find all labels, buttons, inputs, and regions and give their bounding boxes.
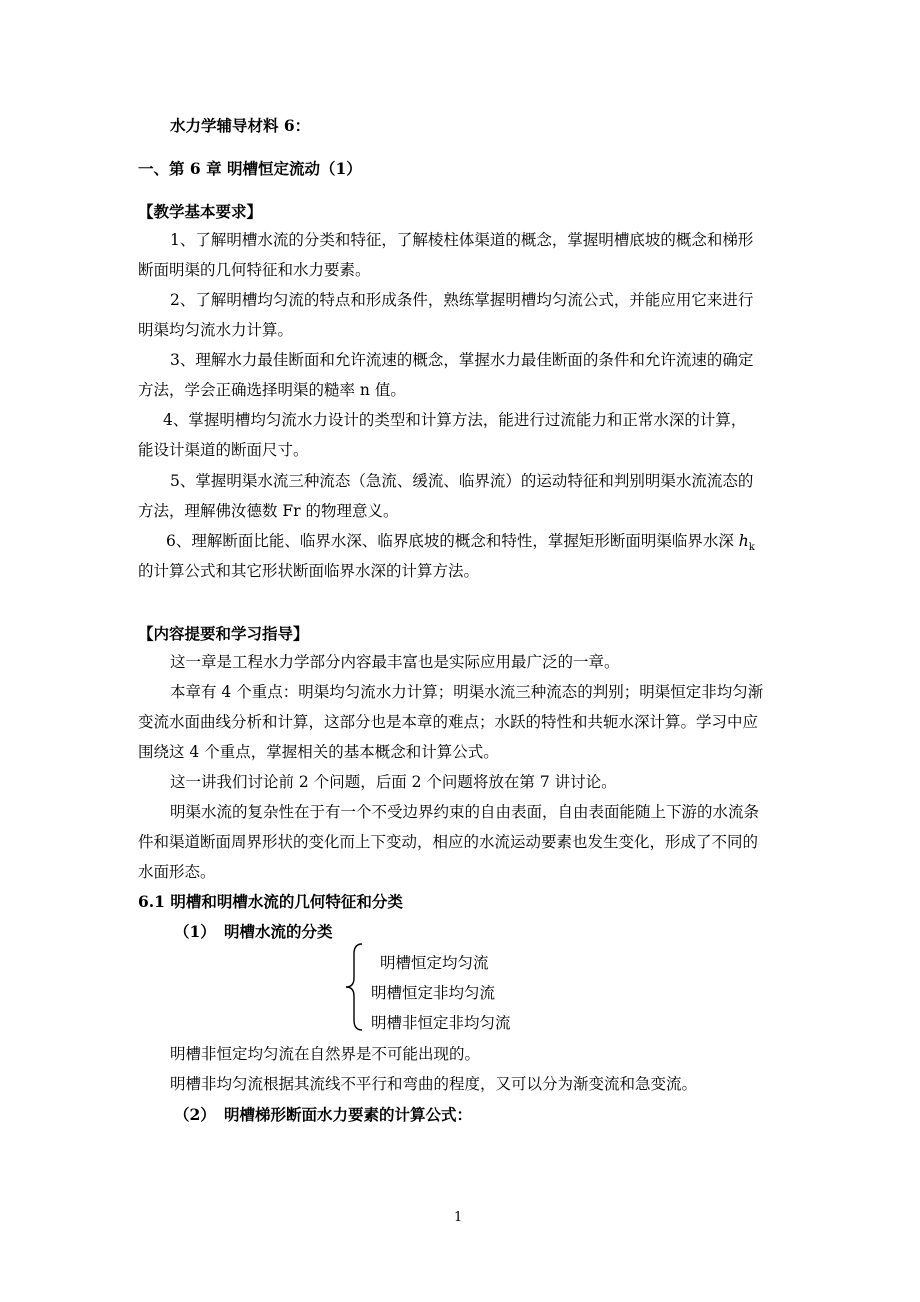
guidance-line: 本章有 4 个重点：明渠均匀流水力计算；明渠水流三种流态的判别；明渠恒定非均匀渐: [170, 683, 764, 701]
page-number: 1: [454, 1210, 463, 1225]
requirement-line: 5、掌握明渠水流三种流态（急流、缓流、临界流）的运动特征和判别明渠水流流态的: [170, 472, 754, 490]
hk-subscript: k: [748, 542, 755, 554]
guidance-line: 这一章是工程水力学部分内容最丰富也是实际应用最广泛的一章。: [170, 653, 620, 671]
note-line: 明槽非均匀流根据其流线不平行和弯曲的程度，又可以分为渐变流和急变流。: [170, 1075, 698, 1093]
requirement-line: 能设计渠道的断面尺寸。: [138, 441, 309, 459]
requirement-line: 4、掌握明槽均匀流水力设计的类型和计算方法，能进行过流能力和正常水深的计算，: [163, 411, 747, 429]
left-brace-icon: [340, 942, 366, 1032]
guidance-line: 这一讲我们讨论前 2 个问题，后面 2 个问题将放在第 7 讲讨论。: [170, 773, 617, 791]
requirement-line: 2、了解明槽均匀流的特点和形成条件，熟练掌握明槽均匀流公式，并能应用它来进行: [170, 291, 754, 309]
requirement-line: 1、了解明槽水流的分类和特征，了解棱柱体渠道的概念，掌握明槽底坡的概念和梯形: [170, 231, 754, 249]
requirement-line-hk: [166, 531, 755, 558]
subsection-title-1: 明槽水流的分类: [224, 922, 333, 941]
requirement-line: 方法，学会正确选择明渠的糙率 n 值。: [138, 381, 406, 399]
section-heading-guidance: 【内容提要和学习指导】: [138, 624, 309, 643]
note-line: 明槽非恒定均匀流在自然界是不可能出现的。: [170, 1045, 481, 1063]
subsection-title-2: 明槽梯形断面水力要素的计算公式：: [224, 1105, 473, 1124]
section-heading-6-1: 6.1 明槽和明槽水流的几何特征和分类: [138, 892, 403, 911]
hk-symbol: h: [738, 532, 749, 550]
doc-title: 水力学辅导材料 6：: [170, 116, 311, 135]
guidance-line: 件和渠道断面周界形状的变化而上下变动，相应的水流运动要素也发生变化，形成了不同的: [138, 833, 759, 851]
guidance-line: 明渠水流的复杂性在于有一个不受边界约束的自由表面，自由表面能随上下游的水流条: [170, 803, 760, 821]
requirement-line: 断面明渠的几何特征和水力要素。: [138, 261, 371, 279]
chapter-heading: 一、第 6 章 明槽恒定流动（1）: [138, 159, 362, 178]
subsection-number-1: （1）: [174, 922, 216, 941]
classification-item: 明槽恒定非均匀流: [371, 984, 496, 1002]
guidance-line: 水面形态。: [138, 863, 216, 881]
classification-item: 明槽恒定均匀流: [380, 954, 489, 972]
requirement-line: 3、理解水力最佳断面和允许流速的概念，掌握水力最佳断面的条件和允许流速的确定: [170, 351, 754, 369]
section-heading-requirements: 【教学基本要求】: [138, 202, 263, 221]
requirement-line-text: 6、理解断面比能、临界水深、临界底坡的概念和特性，掌握矩形断面明渠临界水深: [166, 532, 739, 550]
requirement-line: 方法，理解佛汝德数 Fr 的物理意义。: [138, 502, 399, 520]
guidance-line: 围绕这 4 个重点，掌握相关的基本概念和计算公式。: [138, 743, 499, 761]
classification-item: 明槽非恒定非均匀流: [371, 1014, 511, 1032]
subsection-number-2: （2）: [174, 1105, 216, 1124]
guidance-line: 变流水面曲线分析和计算，这部分也是本章的难点；水跃的特性和共轭水深计算。学习中应: [138, 713, 759, 731]
requirement-line: 明渠均匀流水力计算。: [138, 321, 294, 339]
requirement-line: 的计算公式和其它形状断面临界水深的计算方法。: [138, 562, 480, 580]
